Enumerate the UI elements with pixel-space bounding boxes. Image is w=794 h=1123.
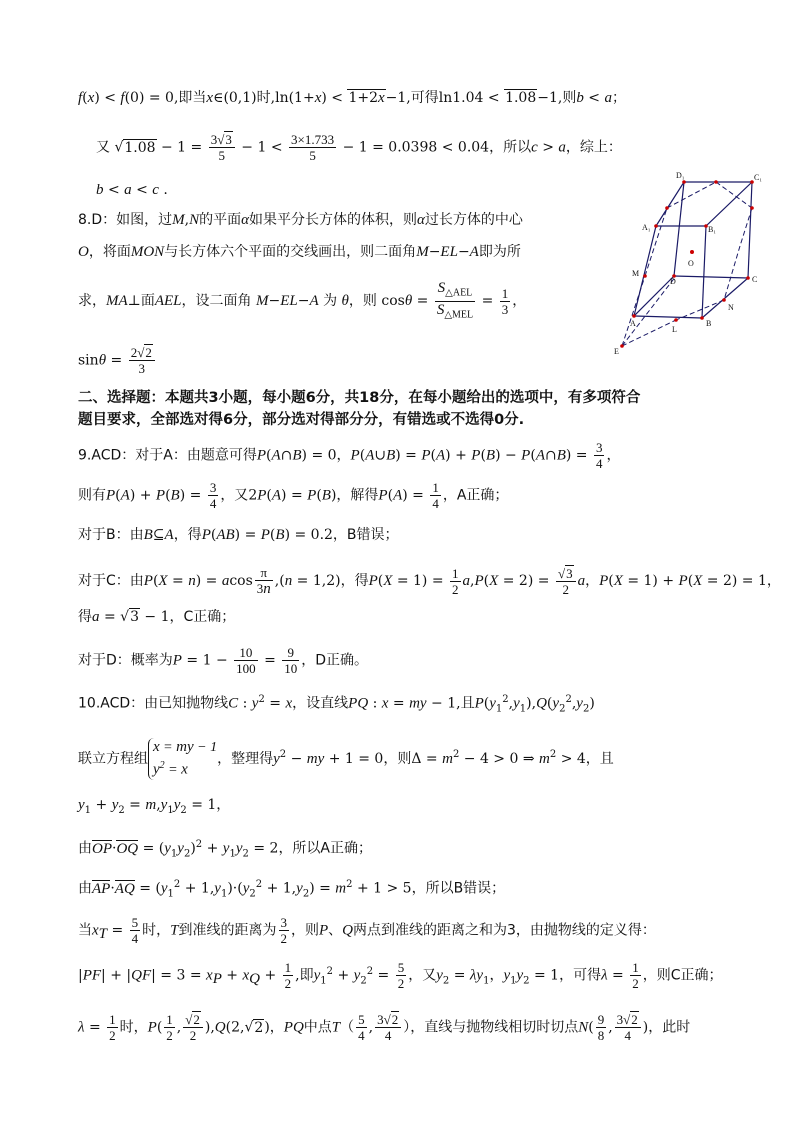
text-line: 当$x_T$ = $\frac{5}{4}$ 时，T到准线的距离为 $\frac{3}{2}$ ，则P、Q两点到准线的距离之和为3，由抛物线的定义得：: [78, 915, 656, 946]
text-line: 联立方程组 x = my − 1 $y^2 = x$ ，整理得$y^2$ − my + 1 = 0，则$\Delta = m^2 - 4 > 0$ ⇒ $m^2 > 4$，且: [78, 739, 614, 778]
text-line: 对于D：概率为P = 1 − $\frac{10}{100}$ = $\frac{9}{10}$ ，D正确。: [78, 645, 369, 676]
line-m-up: [645, 208, 667, 276]
text-line: f(x) < f(0) = 0,即当x∈(0,1)时,ln(1+x) < 1+2x−1,可得ln1.04 < 1.08−1,则b < a；: [78, 90, 626, 106]
label-d: D: [670, 277, 676, 286]
line-top: [667, 182, 716, 208]
section-heading: 题目要求，全部选对得6分，部分选对得部分分，有错选或不选得0分.: [78, 412, 525, 428]
section-heading: 二、选择题：本题共3小题，每小题6分，共18分，在每小题给出的选项中，有多项符合: [78, 390, 641, 406]
center-point: [690, 250, 694, 254]
label-c1: C₁: [754, 173, 763, 182]
label-b: B: [706, 319, 712, 328]
text-line: $|PF| + |QF| = 3 = x_P + x_Q$ + $\frac{1}{2}$ ,即$y_1^2 + y_2^2$ = $\frac{5}{2}$ ，又$y_2 = \lambda y_1$，$y_1y_2 = 1$，可得λ = $\frac{1}{2}$ ，则C正确；: [78, 960, 723, 991]
line-ed: [622, 276, 676, 346]
edge-cc1: [748, 182, 752, 278]
cuboid-edges: [634, 182, 752, 318]
text-line: 又 √1.08 − 1 = $\frac{3√3}{5}$ − 1 < $\frac{3\times 1.733}{5}$ − 1 = 0.0398 < 0.04，所以c > a，综上：: [96, 132, 622, 163]
text-line: 由$OP\cdot OQ = (y_1y_2)^2 + y_1y_2 = 2$，所以A正确；: [78, 839, 373, 860]
text-line: 求，MA⊥面AEL，设二面角 M−EL−A 为 θ，则 cosθ = $\frac{S_{\triangle AEL}}{S_{\triangle MEL}}$ = $\frac{1}{3}$ ，: [78, 280, 527, 321]
text-line: 10.ACD：由已知抛物线C : $y^2 = x$，设直线PQ : x = my − 1,且$P(y_1^2,y_1),Q(y_2^2,y_2)$: [78, 694, 595, 715]
label-l: L: [672, 325, 677, 334]
text-line: $y_1 + y_2 = m,y_1y_2 = 1$，: [78, 797, 231, 816]
label-b1: B₁: [708, 225, 717, 234]
label-a1: A₁: [642, 223, 651, 232]
text-line: 对于B：由B⊆A，得P(AB) = P(B) = 0.2，B错误；: [78, 527, 399, 543]
label-e: E: [614, 347, 619, 356]
label-a: A: [630, 319, 636, 328]
text-line: 8.D：如图，过M,N的平面α如果平分长方体的体积，则α过长方体的中心: [78, 212, 523, 228]
point-labels: [614, 171, 762, 356]
label-d1: D₁: [676, 171, 685, 180]
line-top-right: [716, 182, 752, 208]
label-o: O: [688, 259, 694, 268]
text-line: 则有P(A) + P(B) = $\frac{3}{4}$ ，又2P(A) = P(B)，解得P(A) = $\frac{1}{4}$ ，A正确；: [78, 480, 509, 511]
text-line: 得a = √3 − 1，C正确；: [78, 609, 236, 625]
edge-ad: [634, 276, 674, 316]
text-line: O，将面MON与长方体六个平面的交线画出，则二面角M−EL−A即为所: [78, 244, 521, 260]
edge-bc: [702, 278, 748, 318]
text-line: b < a < c .: [96, 182, 168, 198]
section-lines: [622, 182, 752, 346]
text-line: 对于C：由P(X = n) = acos $\frac{\pi}{3n}$ ,(n = 1,2)，得P(X = 1) = $\frac{1}{2}$ a,P(X = 2) = $\frac{√3}{2}$ a，P(X = 1) + P(X = 2) = 1，: [78, 565, 781, 597]
label-n: N: [728, 303, 734, 312]
text-line: sinθ = $\frac{2√2}{3}$: [78, 345, 157, 376]
text-line: λ = $\frac{1}{2}$ 时，P( $\frac{1}{2}$ , $\frac{√2}{2}$ ),Q(2,√2)，PQ中点T（ $\frac{5}{4}$ , $\frac{3√2}{4}$ ），直线与抛物线相切时切点N( $\frac{9}{8}$ , $\frac{3√2}{4}$ )，此时: [78, 1012, 691, 1043]
edge-dc: [674, 276, 748, 278]
text-line: 9.ACD：对于A：由题意可得P(A∩B) = 0，P(A∪B) = P(A) + P(B) − P(A∩B) = $\frac{3}{4}$ ，: [78, 440, 621, 471]
text-line: 由$AP\cdot AQ = (y_1^2 + 1,y_1)\cdot(y_2^2 + 1,y_2) = m^2 + 1 > 5$，所以B错误；: [78, 879, 506, 900]
label-c: C: [752, 275, 758, 284]
cuboid-figure: [612, 168, 782, 358]
label-m: M: [632, 269, 640, 278]
points: [620, 180, 754, 348]
edge-bb1: [702, 226, 706, 318]
line-nl: [676, 300, 724, 320]
